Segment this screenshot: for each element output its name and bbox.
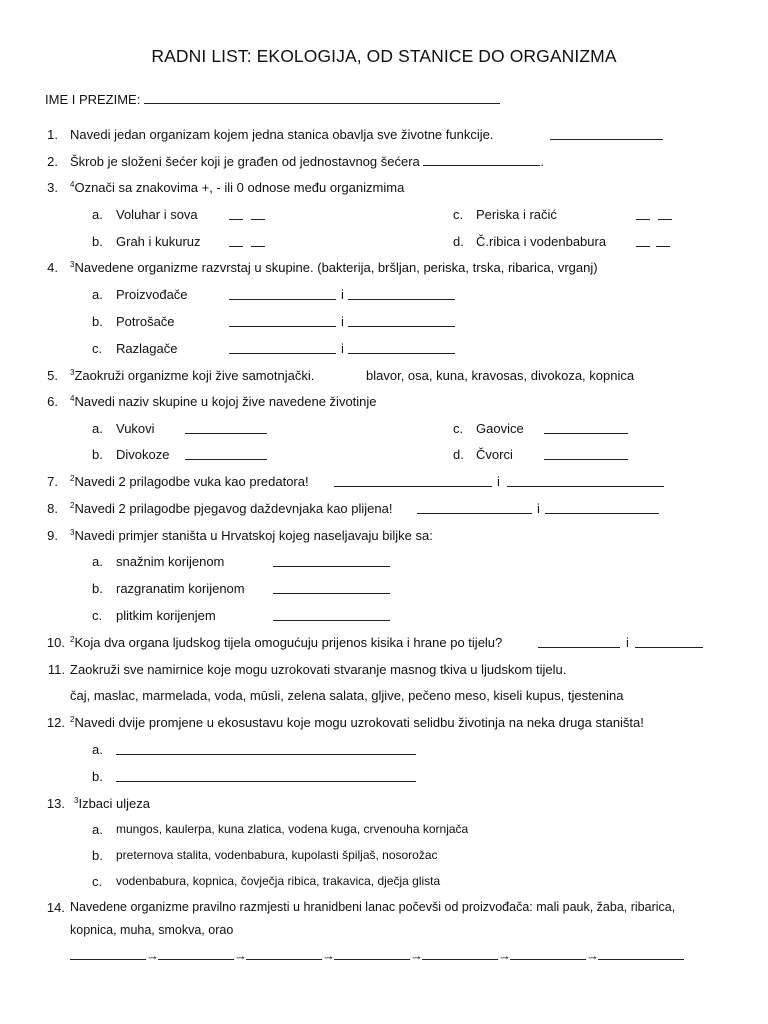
q10-row <box>70 635 502 650</box>
q10-answer-1[interactable] <box>538 636 620 648</box>
q6-points: 4 <box>70 394 75 403</box>
q13b-letter: b. <box>92 848 103 863</box>
q8-text: Navedi 2 prilagodbe pjegavog daždevnjaka kao plijena! <box>74 501 393 516</box>
q5-options[interactable]: blavor, osa, kuna, kravosas, divokoza, kopnica <box>366 368 635 383</box>
food-chain-slot-5[interactable] <box>422 948 498 960</box>
q4b-answer-1[interactable] <box>229 315 336 327</box>
q7-row <box>70 474 309 489</box>
q4b-letter: b. <box>92 314 103 329</box>
q13-points: 3 <box>74 796 79 805</box>
q10-answer-2[interactable] <box>635 636 703 648</box>
q4-number: 4. <box>47 260 58 275</box>
q9b-letter: b. <box>92 581 103 596</box>
food-chain-slot-3[interactable] <box>246 948 322 960</box>
q6c-text: Gaovice <box>476 421 524 436</box>
q6d-text: Čvorci <box>476 447 513 462</box>
q6b-letter: b. <box>92 447 103 462</box>
q3b-blank-2[interactable] <box>251 235 265 247</box>
q13-text: Izbaci uljeza <box>78 796 150 811</box>
q4-row <box>70 260 598 275</box>
q9-number: 9. <box>47 528 58 543</box>
q3b-blank-1[interactable] <box>229 235 243 247</box>
q3b-letter: b. <box>92 234 103 249</box>
q3-row <box>70 180 404 195</box>
q6c-letter: c. <box>453 421 464 436</box>
q10-points: 2 <box>70 635 75 644</box>
q2-end: . <box>540 154 545 169</box>
q13a-text[interactable]: mungos, kaulerpa, kuna zlatica, vodena kuga, crvenouha kornjača <box>116 822 469 836</box>
q3d-letter: d. <box>453 234 464 249</box>
q12-text: Navedi dvije promjene u ekosustavu koje mogu uzrokovati selidbu životinja na neka druga staništa! <box>74 715 644 730</box>
q5-number: 5. <box>47 368 58 383</box>
q8-points: 2 <box>70 501 75 510</box>
q5-text: Zaokruži organizme koji žive samotnjački. <box>74 368 315 383</box>
q9c-answer[interactable] <box>273 609 390 621</box>
q9-text: Navedi primjer staništa u Hrvatskoj kojeg naseljavaju biljke sa: <box>74 528 433 543</box>
arrow-icon: → <box>322 948 335 963</box>
q4a-sep: i <box>341 287 344 302</box>
q3d-blank-1[interactable] <box>636 235 650 247</box>
q4-points: 3 <box>70 260 75 269</box>
q4c-answer-2[interactable] <box>348 342 455 354</box>
q6-text: Navedi naziv skupine u kojoj žive navedene životinje <box>74 394 377 409</box>
q4c-sep: i <box>341 341 344 356</box>
arrow-icon: → <box>586 948 599 963</box>
q4b-sep: i <box>341 314 344 329</box>
q9b-answer[interactable] <box>273 582 390 594</box>
q11-options[interactable]: čaj, maslac, marmelada, voda, mūsli, zelena salata, gljive, pečeno meso, kiseli kupus, tjestenina <box>70 688 624 703</box>
q9-points: 3 <box>70 528 75 537</box>
q14-number: 14. <box>46 900 65 915</box>
q10-number: 10. <box>46 635 65 650</box>
arrow-icon: → <box>234 948 247 963</box>
name-answer-line[interactable] <box>144 92 500 104</box>
name-field-row <box>45 92 500 107</box>
q6b-answer[interactable] <box>185 448 267 460</box>
food-chain-slot-7[interactable] <box>598 948 684 960</box>
q6-row <box>70 394 377 409</box>
q8-row <box>70 501 392 516</box>
q2-answer-line[interactable] <box>423 154 540 166</box>
q3c-blank-2[interactable] <box>658 208 672 220</box>
q12-number: 12. <box>46 715 65 730</box>
q10-sep: i <box>626 635 629 650</box>
q14-text-continued: kopnica, muha, smokva, orao <box>70 923 234 937</box>
q9a-answer[interactable] <box>273 555 390 567</box>
q8-answer-2[interactable] <box>545 502 659 514</box>
q2-number: 2. <box>47 154 58 169</box>
q4a-answer-2[interactable] <box>348 288 455 300</box>
q13a-letter: a. <box>92 822 103 837</box>
q4c-letter: c. <box>92 341 103 356</box>
q6a-answer[interactable] <box>185 422 267 434</box>
q3a-letter: a. <box>92 207 103 222</box>
q5-points: 3 <box>70 368 75 377</box>
q9a-letter: a. <box>92 554 103 569</box>
q6d-answer[interactable] <box>544 448 628 460</box>
q1-number: 1. <box>47 127 58 142</box>
q9b-text: razgranatim korijenom <box>116 581 245 596</box>
q6-number: 6. <box>47 394 58 409</box>
q9c-text: plitkim korijenjem <box>116 608 216 623</box>
q12-points: 2 <box>70 715 75 724</box>
q3c-blank-1[interactable] <box>636 208 650 220</box>
arrow-icon: → <box>146 948 159 963</box>
q11-text: Zaokruži sve namirnice koje mogu uzrokovati stvaranje masnog tkiva u ljudskom tijelu. <box>70 662 567 677</box>
q4b-answer-2[interactable] <box>348 315 455 327</box>
q13-number: 13. <box>46 796 65 811</box>
q13c-text[interactable]: vodenbabura, kopnica, čovječja ribica, trakavica, dječja glista <box>116 874 441 888</box>
q7-points: 2 <box>70 474 75 483</box>
q4b-text: Potrošače <box>116 314 175 329</box>
q6a-letter: a. <box>92 421 103 436</box>
q7-sep: i <box>497 474 500 489</box>
q6d-letter: d. <box>453 447 464 462</box>
q9c-letter: c. <box>92 608 103 623</box>
q5-row <box>70 368 314 383</box>
q3a-blank-2[interactable] <box>251 208 265 220</box>
q14-text: Navedene organizme pravilno razmjesti u hranidbeni lanac počevši od proizvođača: mali pauk, žaba, ribarica, <box>70 900 676 914</box>
q6c-answer[interactable] <box>544 422 628 434</box>
q12-row <box>70 715 644 730</box>
q13c-letter: c. <box>92 874 103 889</box>
q2-text: Škrob je složeni šećer koji je građen od jednostavnog šećera <box>70 154 420 169</box>
q3a-text: Voluhar i sova <box>116 207 198 222</box>
q13-row <box>74 796 150 811</box>
q4a-text: Proizvođače <box>116 287 188 302</box>
q7-answer-2[interactable] <box>507 475 664 487</box>
page-title: RADNI LIST: EKOLOGIJA, OD STANICE DO ORGANIZMA <box>151 46 617 66</box>
q10-text: Koja dva organa ljudskog tijela omogućuju prijenos kisika i hrane po tijelu? <box>74 635 503 650</box>
q8-sep: i <box>537 501 540 516</box>
q6a-text: Vukovi <box>116 421 155 436</box>
q3a-blank-1[interactable] <box>229 208 243 220</box>
q3d-blank-2[interactable] <box>656 235 670 247</box>
q3c-text: Periska i račić <box>476 207 557 222</box>
q3-number: 3. <box>47 180 58 195</box>
q13b-text[interactable]: preternova stalita, vodenbabura, kupolasti špiljaš, nosorožac <box>116 848 438 862</box>
q7-number: 7. <box>47 474 58 489</box>
food-chain-slot-1[interactable] <box>70 948 146 960</box>
q4a-letter: a. <box>92 287 103 302</box>
q9a-text: snažnim korijenom <box>116 554 225 569</box>
food-chain-slot-2[interactable] <box>158 948 234 960</box>
q3c-letter: c. <box>453 207 464 222</box>
q12a-letter: a. <box>92 742 103 757</box>
q11-number: 11. <box>47 662 65 677</box>
name-label: IME I PREZIME: <box>45 92 141 107</box>
q8-answer-1[interactable] <box>417 502 532 514</box>
q1-text: Navedi jedan organizam kojem jedna stanica obavlja sve životne funkcije. <box>70 127 494 142</box>
q2-row <box>70 154 544 169</box>
q1-answer-line[interactable] <box>550 128 663 140</box>
food-chain-slot-4[interactable] <box>334 948 410 960</box>
food-chain-slot-6[interactable] <box>510 948 586 960</box>
q12b-letter: b. <box>92 769 103 784</box>
arrow-icon: → <box>410 948 423 963</box>
food-chain-row <box>70 948 684 963</box>
q7-answer-1[interactable] <box>334 475 492 487</box>
q4c-answer-1[interactable] <box>229 342 336 354</box>
q4a-answer-1[interactable] <box>229 288 336 300</box>
q6b-text: Divokoze <box>116 447 170 462</box>
q4-text: Navedene organizme razvrstaj u skupine. (bakterija, bršljan, periska, trska, ribarica, vrganj) <box>74 260 598 275</box>
q4c-text: Razlagače <box>116 341 178 356</box>
q9-row <box>70 528 433 543</box>
arrow-icon: → <box>498 948 511 963</box>
q3b-text: Grah i kukuruz <box>116 234 201 249</box>
q3d-text: Č.ribica i vodenbabura <box>476 234 607 249</box>
q8-number: 8. <box>47 501 58 516</box>
q7-text: Navedi 2 prilagodbe vuka kao predatora! <box>74 474 309 489</box>
q3-points: 4 <box>70 180 75 189</box>
q12a-answer[interactable] <box>116 743 416 755</box>
q3-text: Označi sa znakovima +, - ili 0 odnose među organizmima <box>74 180 405 195</box>
q12b-answer[interactable] <box>116 770 416 782</box>
